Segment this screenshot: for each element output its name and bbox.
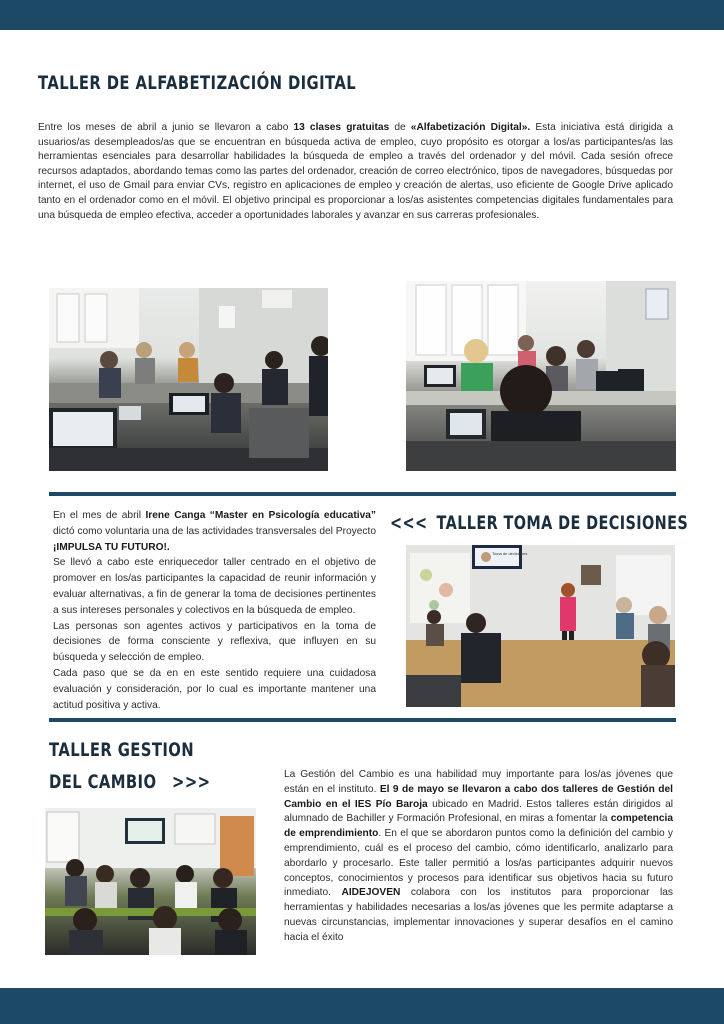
- classroom-illustration: [49, 288, 328, 471]
- left-arrows-icon: <<<: [390, 512, 428, 534]
- text-run: . En el que se abordaron puntos como la definición del cambio y emprendimiento, cuál es el proceso del cambio, cómo identificarlo, analizarlo para abordarlo y procesarlo. Este taller permitió a los/as participantes adquirir nuevos conceptos, conocimientos y procesos para identificar sus objetivos hacia su futuro inmediato.: [284, 828, 674, 899]
- section-title-gestion-line2: [49, 771, 210, 793]
- bold-run: 13 clases gratuitas: [293, 122, 390, 133]
- text-run: Las personas son agentes activos y participativos en la toma de decisiones de forma consciente y reflexiva, que influyen en su búsqueda y selección de empleo.: [53, 620, 376, 664]
- screen-slide-title: Toma de decisiones: [492, 551, 528, 556]
- text-run: La Gestión del Cambio es una habilidad muy importante para los/as jóvenes que están en el instituto.: [284, 769, 673, 795]
- bold-run: «Alfabetización Digital».: [410, 122, 531, 133]
- section-title-alfabetizacion: TALLER DE ALFABETIZACIÓN DIGITAL: [38, 72, 357, 94]
- text-run: colabora con los institutos para proporcionar las herramientas y habilidades necesarias a los/as jóvenes que les permite adaptarse a nuevas circunstancias, implementar innovaciones y superar desafíos en el camino hacia el éxito: [284, 887, 673, 943]
- section-divider-bottom: [49, 718, 676, 722]
- text-run: dictó como voluntaria una de las actividades transversales del Proyecto: [53, 525, 376, 537]
- right-arrows-icon: >>>: [172, 771, 211, 793]
- photo-gestion-cambio-students: [45, 808, 256, 955]
- bold-run: ¡IMPULSA TU FUTURO!.: [53, 541, 170, 553]
- bold-run: El 9 de mayo se llevaron a cabo dos talleres de Gestión del Cambio en el IES Pío Baroja: [284, 783, 673, 810]
- students-illustration: [45, 808, 256, 955]
- section-title-toma-decisiones: [390, 512, 688, 534]
- text-run: En el mes de abril: [53, 510, 146, 521]
- workshop-illustration: [406, 545, 675, 707]
- photo-decision-workshop: [406, 545, 675, 707]
- title-text: DEL CAMBIO: [49, 771, 157, 793]
- photo-computer-class-1: [49, 288, 328, 471]
- section-divider-top: [49, 492, 676, 496]
- text-run: de: [389, 122, 411, 133]
- photo-computer-class-2: [406, 281, 676, 471]
- bottom-banner-bar: [0, 988, 724, 1024]
- classroom-illustration: [406, 281, 676, 471]
- toma-decisiones-paragraph: [53, 508, 376, 713]
- text-run: Se llevó a cabo este enriquecedor taller centrado en el objetivo de promover en los/as participantes la capacidad de reunir información y evaluar alternativas, a fin de generar la toma de decisiones pertinentes a sus intereses personales y colectivos en la búsqueda de empleo.: [53, 557, 376, 616]
- gestion-cambio-paragraph: [284, 768, 673, 946]
- bold-run: AIDEJOVEN: [341, 887, 401, 899]
- text-run: Esta iniciativa está dirigida a usuarios/as desempleados/as que se encuentran en búsqueda activa de empleo, cuyo propósito es otorgar a los/as participantes/as las herramientas esenciales para desarrollar habilidades la búsqueda de empleo a través del ordenador y del móvil. Cada sesión ofrece recursos adaptados, abordando temas como las partes del ordenador, creación de correo electrónico, tipos de navegadores, búsquedas por internet, el uso de Gmail para enviar CVs, registro en aplicaciones de empleo y creación de alertas, uso eficiente de Google Drive aplicado tanto en el ordenador como en el móvil. El objetivo principal es proporcionar a los/as asistentes competencias digitales fundamentales para una búsqueda de empleo efectiva, acceder a oportunidades laborales y avanzar en sus carreras profesionales.: [38, 122, 673, 221]
- bold-run: competencia de emprendimiento: [284, 813, 673, 840]
- bold-run: Irene Canga “Master en Psicología educativa”: [145, 510, 376, 521]
- text-run: ubicado en Madrid. Estos talleres están dirigidos al alumnado de Bachiller y Formación Profesional, en miras a fomentar la: [284, 798, 673, 825]
- section-title-gestion-line1: TALLER GESTION: [49, 739, 195, 761]
- title-text: TALLER TOMA DE DECISIONES: [436, 512, 689, 534]
- text-run: Entre los meses de abril a junio se llevaron a cabo: [38, 122, 294, 133]
- top-banner-bar: [0, 0, 724, 30]
- text-run: Cada paso que se da en en este sentido requiere una cuidadosa evaluación y consideración, por lo cual es importante mantener una actitud positiva y activa.: [53, 667, 376, 711]
- alfabetizacion-paragraph: [38, 121, 673, 223]
